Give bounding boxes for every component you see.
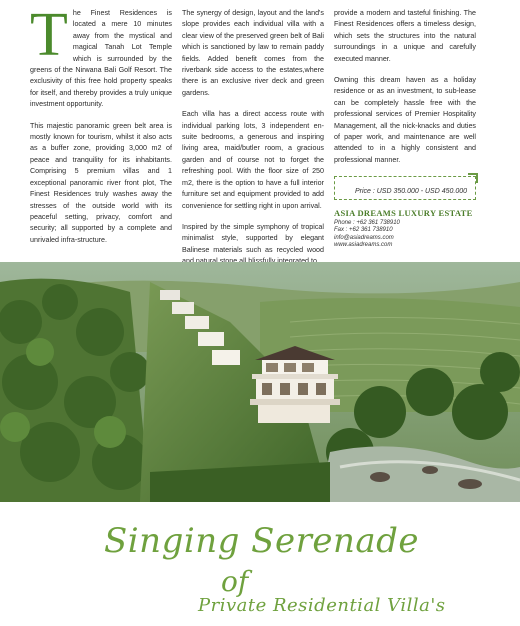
villa-landscape-illustration: [0, 262, 520, 502]
paragraph: Each villa has a direct access route with individual parking lots, 3 independent en-suite bedrooms, a generous and inspiring living area, maid/butler room, a gracious garden and of course not to forget the refreshing pool. With the floor size of 250 m2, there is the option to have a full interior furniture set and equipment provided to add convenience for settling right in upon arrival.: [182, 110, 324, 210]
price-text: Price : USD 350.000 - USD 450.000: [354, 187, 467, 195]
contact-fax: Fax : +62 361 738910: [334, 227, 393, 234]
article-column-3: [334, 8, 476, 250]
contact-phone: Phone : +62 361 738910: [334, 219, 400, 226]
title-subtitle: Private Residential Villa's: [198, 595, 446, 616]
title-connector: of: [221, 565, 249, 598]
drop-cap: T: [30, 1, 68, 69]
paragraph: provide a modern and tasteful finishing. The Finest Residences offers a timeless design, which sets the structures into the natural surroundings in a unique and carefully executed manner.: [334, 9, 476, 63]
paragraph-text: he Finest Residences is located a mere 10 minutes away from the mystical and magical Tanah Lot Temple which is surrounded by the greens of the Nirwana Bali Golf Resort. The exclusivity of this free hold property speaks for itself, and thereby provides a truly unique investment opportunity.: [30, 9, 172, 109]
article-body: [30, 1, 490, 264]
brand-name: ASIA DREAMS LUXURY ESTATE: [334, 208, 473, 219]
title-main: Singing Serenade: [104, 521, 420, 561]
corner-ornament: [468, 173, 478, 183]
feature-title: [0, 505, 520, 626]
price-box: [334, 176, 476, 200]
contact-website: www.asiadreams.com: [334, 242, 393, 249]
paragraph: This majestic panoramic green belt area is mostly known for tourism, whilst it also acts as a buffer zone, providing 3,000 m2 of peace and tranquility for its inhabitants. Comprising 5 premium villas and 1 exceptional panoramic river front plot, The Finest Residences truly washes away the stresses of the outside world with its peaceful setting, privacy, comfort and security; all supported by a complete and unrivaled infra-structure.: [30, 121, 172, 244]
article-column-2: [182, 8, 324, 278]
villa-landscape-photo: [0, 262, 520, 502]
paragraph: Inspired by the simple symphony of tropical minimalist style, supported by elegant Balinese materials such as recycled wood: [182, 222, 324, 254]
paragraph: [30, 1, 172, 111]
article-column-1: [30, 1, 172, 256]
paragraph: Owning this dream haven as a holiday residence or as an investment, to sub-lease can be completely hassle free with the professional services of Premier Hospitality Management, all the nick-knacks and duties of paper work, and maintenance are well attended to in a highly consistent and professional manner.: [334, 76, 476, 164]
contact-email: info@asiadreams.com: [334, 234, 394, 241]
paragraph: The synergy of design, layout and the land's slope provides each individual villa with a clear view of the preserved green belt of Bali which is sanctioned by law to remain paddy fields. Added benefit comes from the riverbank side access to the estates,where there is an exclusive river deck and green gardens.: [182, 9, 324, 97]
